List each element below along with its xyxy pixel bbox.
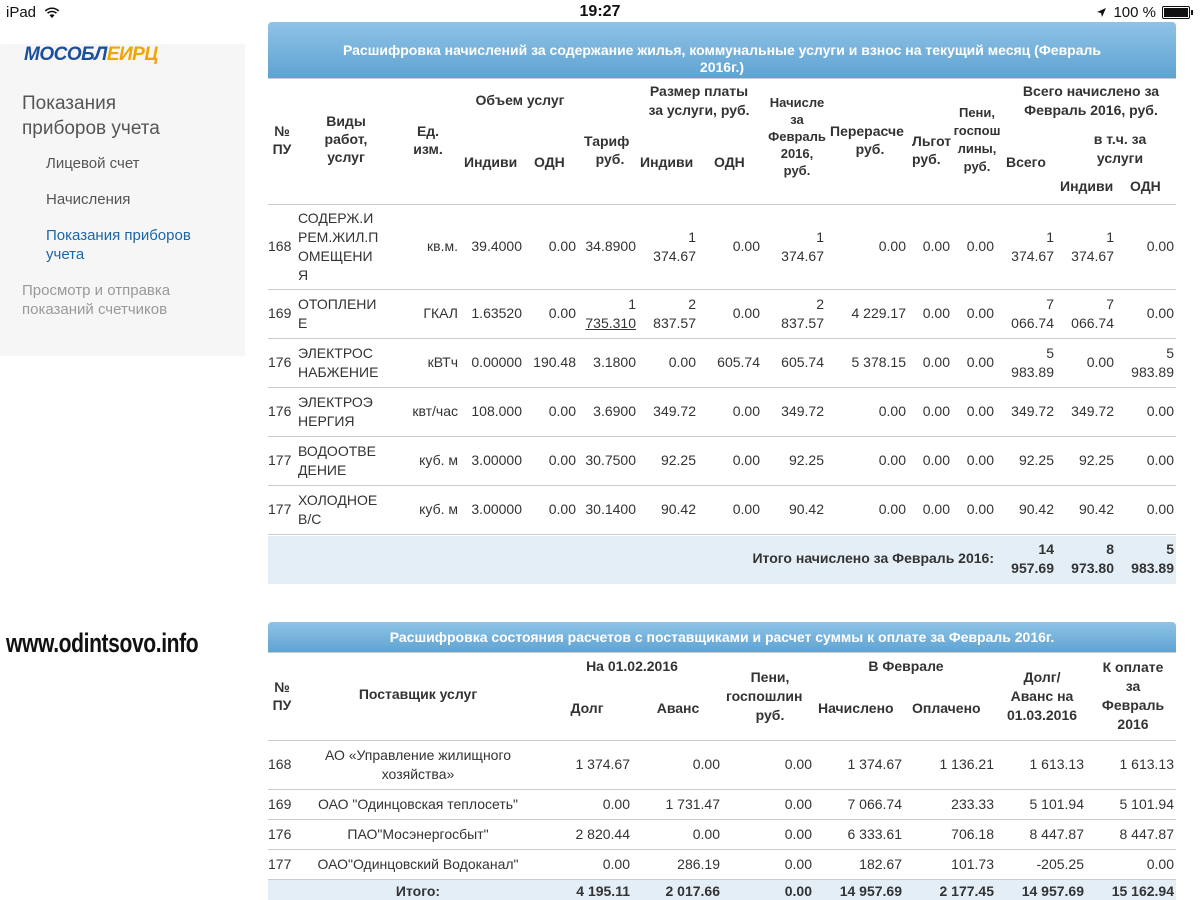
row-5-acc: 90.42 <box>788 501 824 517</box>
row-5-vol-ind: 3.00000 <box>471 501 522 517</box>
row-2-acc: 605.74 <box>781 354 824 370</box>
settlement-total-charged: 14 957.69 <box>839 883 902 899</box>
row-1-acc: 2 837.57 <box>781 296 824 331</box>
row-0-pay-ind: 1 374.67 <box>653 229 696 264</box>
col-pay-odn-header: ОДН <box>714 154 745 170</box>
settlement-total-advance: 2 017.66 <box>665 883 720 899</box>
row-4-peni: 0.00 <box>966 452 994 468</box>
row-0-lgot: 0.00 <box>922 238 950 254</box>
settlement-row-2-supplier: ПАО"Мосэнергосбыт" <box>347 826 489 842</box>
row-1-kind: ОТОПЛЕНИ Е <box>298 296 377 331</box>
row-5-pay-odn: 0.00 <box>732 501 760 517</box>
row-0-incl-odn: 0.00 <box>1146 238 1174 254</box>
charges-total-ind: 8 973.80 <box>1071 541 1114 576</box>
row-1-incl-ind: 7 066.74 <box>1071 296 1114 331</box>
row-3-pay-ind: 349.72 <box>653 403 696 419</box>
col-tariff-header: Тариф руб. <box>584 133 630 167</box>
col2-supplier-header: Поставщик услуг <box>358 686 478 702</box>
col2-on-date-header: На 01.02.2016 <box>586 658 678 674</box>
settlement-table <box>268 652 1176 900</box>
settlement-row-0-debt: 1 374.67 <box>575 756 630 772</box>
row-1-vol-odn: 0.00 <box>548 305 576 321</box>
col2-charged-header: Начислено <box>818 700 894 716</box>
settlement-row-2-debt: 2 820.44 <box>575 826 630 842</box>
sidebar-item-submit-readings[interactable]: Просмотр и отправка показаний счетчиков <box>22 282 171 318</box>
row-0-incl-ind: 1 374.67 <box>1071 229 1114 264</box>
row-2-pay-odn: 605.74 <box>717 354 760 370</box>
col-incl-ind-header: Индиви <box>1060 178 1114 194</box>
row-2-total: 5 983.89 <box>1011 345 1054 380</box>
col-accrued-header: Начисле за Февраль 2016, руб. <box>768 95 826 178</box>
settlement-row-2-advance: 0.00 <box>692 826 720 842</box>
clock: 19:27 <box>579 3 621 20</box>
charges-table-banner: Расшифровка начислений за содержание жилья, коммунальные услуги и взнос на текущий месяц (Февраль 2016г.) <box>268 22 1176 78</box>
row-5-recalc: 0.00 <box>878 501 906 517</box>
row-2-pay-ind: 0.00 <box>668 354 696 370</box>
row-5-lgot: 0.00 <box>922 501 950 517</box>
settlement-total-label: Итого: <box>395 883 441 899</box>
row-4-vol-ind: 3.00000 <box>471 452 522 468</box>
row-3-incl-odn: 0.00 <box>1146 403 1174 419</box>
settlement-row-2-num: 176 <box>268 826 292 842</box>
sidebar <box>0 44 245 356</box>
row-3-acc: 349.72 <box>781 403 824 419</box>
battery-percent: 100 % <box>1113 4 1156 21</box>
settlement-row-0-num: 168 <box>268 756 292 772</box>
settlement-row-3-peni: 0.00 <box>784 856 812 872</box>
settlement-row-0-topay: 1 613.13 <box>1119 756 1174 772</box>
row-3-recalc: 0.00 <box>878 403 906 419</box>
row-2-tariff: 3.1800 <box>593 354 636 370</box>
row-2-recalc: 5 378.15 <box>851 354 906 370</box>
row-1-total: 7 066.74 <box>1011 296 1054 331</box>
settlement-total-debt2: 14 957.69 <box>1021 883 1084 899</box>
row-3-total: 349.72 <box>1011 403 1054 419</box>
settlement-row-0-debt2: 1 613.13 <box>1029 756 1084 772</box>
col-incl-header: в т.ч. за услуги <box>1093 131 1147 166</box>
settlement-table-banner: Расшифровка состояния расчетов с поставщиками и расчет суммы к оплате за Февраль 2016г. <box>268 622 1176 652</box>
settlement-row-3-advance: 286.19 <box>677 856 720 872</box>
settlement-row-2-peni: 0.00 <box>784 826 812 842</box>
row-0-num: 168 <box>268 238 292 254</box>
settlement-row-1-paid: 233.33 <box>951 796 994 812</box>
col-num-header: № ПУ <box>272 123 292 157</box>
row-2-lgot: 0.00 <box>922 354 950 370</box>
col2-peni-header: Пени, госпошлин руб. <box>726 669 803 723</box>
row-3-unit: квт/час <box>412 403 458 419</box>
row-3-vol-odn: 0.00 <box>548 403 576 419</box>
row-4-pay-odn: 0.00 <box>732 452 760 468</box>
row-5-kind: ХОЛОДНОЕ В/С <box>298 492 378 527</box>
settlement-row-0-supplier: АО «Управление жилищного хозяйства» <box>324 747 512 782</box>
settlement-total-peni: 0.00 <box>784 883 812 899</box>
row-3-tariff: 3.6900 <box>593 403 636 419</box>
row-2-peni: 0.00 <box>966 354 994 370</box>
row-2-kind: ЭЛЕКТРОС НАБЖЕНИЕ <box>298 345 379 380</box>
col2-in-feb-header: В Феврале <box>868 658 944 674</box>
row-3-num: 176 <box>268 403 292 419</box>
row-5-incl-ind: 90.42 <box>1078 501 1114 517</box>
row-3-vol-ind: 108.000 <box>471 403 522 419</box>
row-4-unit: куб. м <box>419 452 458 468</box>
settlement-row-1-charged: 7 066.74 <box>847 796 902 812</box>
row-0-vol-odn: 0.00 <box>548 238 576 254</box>
row-1-num: 169 <box>268 305 292 321</box>
row-4-incl-ind: 92.25 <box>1078 452 1114 468</box>
settlement-row-0-peni: 0.00 <box>784 756 812 772</box>
settlement-row-1-advance: 1 731.47 <box>665 796 720 812</box>
settlement-row-3-charged: 182.67 <box>859 856 902 872</box>
row-2-num: 176 <box>268 354 292 370</box>
row-2-unit: кВТч <box>427 354 458 370</box>
row-4-total: 92.25 <box>1018 452 1054 468</box>
row-4-pay-ind: 92.25 <box>660 452 696 468</box>
row-4-acc: 92.25 <box>788 452 824 468</box>
row-5-unit: куб. м <box>419 501 458 517</box>
row-0-tariff: 34.8900 <box>585 238 636 254</box>
settlement-row-3-topay: 0.00 <box>1146 856 1174 872</box>
col-lgot-header: Льгот руб. <box>912 133 952 167</box>
col2-debt-header: Долг <box>570 700 604 716</box>
settlement-row-2-topay: 8 447.87 <box>1119 826 1174 842</box>
col-pay-ind-header: Индиви <box>640 154 694 170</box>
location-arrow-icon <box>1096 7 1107 18</box>
settlement-row-0-advance: 0.00 <box>692 756 720 772</box>
row-1-incl-odn: 0.00 <box>1146 305 1174 321</box>
settlement-row-1-debt: 0.00 <box>602 796 630 812</box>
settlement-row-2-charged: 6 333.61 <box>847 826 902 842</box>
row-1-pay-ind: 2 837.57 <box>653 296 696 331</box>
row-5-num: 177 <box>268 501 292 517</box>
settlement-row-1-supplier: ОАО "Одинцовская теплосеть" <box>317 796 518 812</box>
settlement-row-3-debt2: -205.25 <box>1036 856 1084 872</box>
col-unit-header: Ед. изм. <box>413 123 443 157</box>
row-0-pay-odn: 0.00 <box>732 238 760 254</box>
col-volume-header: Объем услуг <box>475 92 565 108</box>
row-0-total: 1 374.67 <box>1011 229 1054 264</box>
row-3-lgot: 0.00 <box>922 403 950 419</box>
row-0-unit: кв.м. <box>427 238 458 254</box>
charges-total-odn: 5 983.89 <box>1131 541 1174 576</box>
row-2-vol-ind: 0.00000 <box>471 354 522 370</box>
logo[interactable]: МОСОБЛЕИРЦ <box>24 44 158 65</box>
settlement-total-paid: 2 177.45 <box>939 883 994 899</box>
row-5-vol-odn: 0.00 <box>548 501 576 517</box>
row-1-unit: ГКАЛ <box>423 305 458 321</box>
row-3-peni: 0.00 <box>966 403 994 419</box>
row-1-pay-odn: 0.00 <box>732 305 760 321</box>
settlement-row-1-debt2: 5 101.94 <box>1029 796 1084 812</box>
row-3-pay-odn: 0.00 <box>732 403 760 419</box>
row-5-total: 90.42 <box>1018 501 1054 517</box>
settlement-row-2-paid: 706.18 <box>951 826 994 842</box>
row-4-tariff: 30.7500 <box>585 452 636 468</box>
settlement-row-0-paid: 1 136.21 <box>939 756 994 772</box>
col-incl-odn-header: ОДН <box>1130 178 1161 194</box>
col2-debt2-header: Долг/ Аванс на 01.03.2016 <box>1006 669 1078 723</box>
settlement-row-3-num: 177 <box>268 856 292 872</box>
row-3-kind: ЭЛЕКТРОЭ НЕРГИЯ <box>298 394 373 429</box>
charges-table <box>268 78 1176 584</box>
row-1-peni: 0.00 <box>966 305 994 321</box>
settlement-row-1-topay: 5 101.94 <box>1119 796 1174 812</box>
row-0-acc: 1 374.67 <box>781 229 824 264</box>
device-label: iPad <box>6 4 37 21</box>
row-2-incl-odn: 5 983.89 <box>1131 345 1174 380</box>
row-0-peni: 0.00 <box>966 238 994 254</box>
charges-total-all: 14 957.69 <box>1011 541 1054 576</box>
settlement-total-debt: 4 195.11 <box>576 883 630 899</box>
col2-paid-header: Оплачено <box>912 700 981 716</box>
row-0-vol-ind: 39.4000 <box>471 238 522 254</box>
col-pay-header: Размер платы за услуги, руб. <box>648 83 750 118</box>
settlement-row-0-charged: 1 374.67 <box>847 756 902 772</box>
battery-icon <box>1162 6 1190 19</box>
col2-topay-header: К оплате за Февраль 2016 <box>1101 659 1165 732</box>
row-4-kind: ВОДООТВЕ ДЕНИЕ <box>298 443 376 478</box>
col2-num-header: № ПУ <box>272 679 292 713</box>
settlement-row-3-debt: 0.00 <box>602 856 630 872</box>
row-0-recalc: 0.00 <box>878 238 906 254</box>
row-3-incl-ind: 349.72 <box>1071 403 1114 419</box>
row-5-peni: 0.00 <box>966 501 994 517</box>
row-2-incl-ind: 0.00 <box>1086 354 1114 370</box>
row-5-tariff: 30.1400 <box>585 501 636 517</box>
col-kind-header: Виды работ, услуг <box>324 113 368 165</box>
col-recalc-header: Перерасче руб. <box>830 123 904 157</box>
settlement-row-3-supplier: ОАО"Одинцовский Водоканал" <box>317 856 519 872</box>
row-2-vol-odn: 190.48 <box>533 354 576 370</box>
row-0-kind: СОДЕРЖ.И РЕМ.ЖИЛ.П ОМЕЩЕНИ Я <box>298 210 379 283</box>
row-4-num: 177 <box>268 452 292 468</box>
charges-total-label: Итого начислено за Февраль 2016: <box>752 550 994 566</box>
row-1-recalc: 4 229.17 <box>851 305 906 321</box>
sidebar-title: Показания приборов учета <box>22 93 160 139</box>
sidebar-item-account[interactable]: Лицевой счет <box>46 155 140 172</box>
col-vol-ind-header: Индиви <box>464 154 518 170</box>
settlement-row-1-num: 169 <box>268 796 292 812</box>
watermark: www.odintsovo.info <box>6 628 199 658</box>
row-4-incl-odn: 0.00 <box>1146 452 1174 468</box>
row-1-vol-ind: 1.63520 <box>471 305 522 321</box>
row-4-lgot: 0.00 <box>922 452 950 468</box>
row-5-incl-odn: 0.00 <box>1146 501 1174 517</box>
col-total-all-header: Всего <box>1006 154 1046 170</box>
settlement-row-2-debt2: 8 447.87 <box>1029 826 1084 842</box>
status-bar <box>0 0 1200 24</box>
settlement-row-3-paid: 101.73 <box>951 856 994 872</box>
col-vol-odn-header: ОДН <box>534 154 565 170</box>
col2-advance-header: Аванс <box>656 700 700 716</box>
row-1-tariff[interactable]: 1 735.310 <box>585 296 636 331</box>
row-5-pay-ind: 90.42 <box>660 501 696 517</box>
settlement-total-topay: 15 162.94 <box>1111 883 1174 899</box>
row-1-lgot: 0.00 <box>922 305 950 321</box>
settlement-row-1-peni: 0.00 <box>784 796 812 812</box>
col-total-header: Всего начислено за Февраль 2016, руб. <box>1022 83 1160 118</box>
col-peni-header: Пени, госпош лины, руб. <box>953 105 1001 174</box>
row-4-vol-odn: 0.00 <box>548 452 576 468</box>
row-4-recalc: 0.00 <box>878 452 906 468</box>
sidebar-item-charges[interactable]: Начисления <box>46 191 131 208</box>
sidebar-item-meter-readings[interactable]: Показания приборов учета <box>46 227 191 263</box>
